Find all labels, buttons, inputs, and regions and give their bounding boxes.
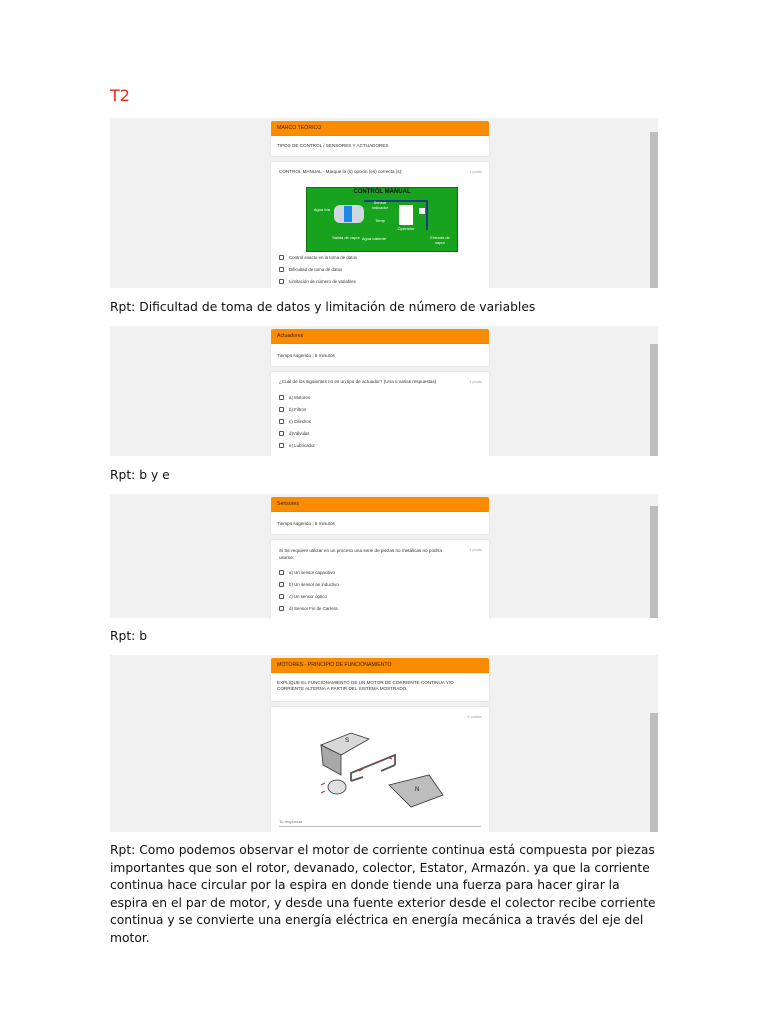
label-salida: Salida de vapor — [332, 235, 360, 240]
option[interactable] — [279, 582, 339, 587]
question-text: CONTROL MANUAL - Marque la (s) opción (es) correcta (s): — [279, 169, 403, 174]
question-card — [271, 162, 489, 288]
question-text: Si Se requiere utilizar en un proceso una serie de piezas no metálicas no podría usarse: — [279, 548, 442, 560]
screenshot-control-manual — [110, 118, 658, 288]
points-label: 1 punto — [469, 548, 482, 552]
section-header: MOTORES - PRINCIPIO DE FUNCIONAMIENTO — [271, 658, 489, 673]
checkbox[interactable] — [279, 255, 284, 260]
label-sensor: Sensor indicador — [371, 200, 389, 210]
page-title: T2 — [110, 86, 130, 105]
option-label: a) Motores — [289, 395, 310, 400]
checkbox[interactable] — [279, 594, 284, 599]
dc-motor-diagram — [311, 725, 451, 810]
answer-2: Rpt: b y e — [110, 468, 170, 482]
checkbox[interactable] — [279, 570, 284, 575]
answer-4: Rpt: Como podemos observar el motor de corriente continua está compuesta por piezas importantes que son el rotor, devanado, colector, Estator, Armazón. ya que la corriente continua hace circular por la espira en donde tiende una fuerza para hacer girar la espira en el par de motor, y desde una fuente exterior desde el colector recibe corriente continua y se convierte una energía eléctrica en energía mecánica a través del eje del motor. — [110, 843, 656, 945]
option[interactable] — [279, 279, 356, 284]
pole-s-label: S — [345, 738, 350, 744]
option-label: c) Cilindros — [289, 419, 311, 424]
label-agua-caliente: Agua caliente — [361, 236, 387, 241]
answer-3: Rpt: b — [110, 629, 148, 643]
label-temp: Temp — [375, 218, 385, 223]
scrollbar — [650, 713, 658, 832]
checkbox[interactable] — [279, 395, 284, 400]
response-input[interactable]: Tu respuesta — [279, 819, 303, 824]
section-card — [271, 344, 489, 366]
option[interactable] — [279, 606, 338, 611]
section-subtitle: EXPLIQUE EL FUNCIONAMIENTO DE UN MOTOR DE CORRIENTE CONTINUA Y/O CORRIENTE ALTERNA A PARTIR DEL SISTEMA MOSTRADO. — [277, 680, 454, 691]
option-label: a) Un sensor capacitivo — [289, 570, 335, 575]
screenshot-sensores — [110, 494, 658, 618]
section-subtitle: Tiempo sugerido : 5 minutos — [277, 353, 335, 358]
question-card — [271, 540, 489, 618]
section-card — [271, 512, 489, 534]
valve-icon — [419, 208, 425, 214]
option[interactable] — [279, 443, 315, 448]
section-subtitle: Tiempo sugerido : 5 minutos — [277, 521, 335, 526]
option-label: Control exacto en la toma de datos — [289, 255, 358, 260]
option[interactable] — [279, 570, 335, 575]
option[interactable] — [279, 407, 306, 412]
scrollbar — [650, 132, 658, 288]
option-label: b) Un sensor an inductivo — [289, 582, 339, 587]
screenshot-motores — [110, 655, 658, 832]
option-label: d) Sensor Fin de Carrera — [289, 606, 338, 611]
points-label: 1 punto — [469, 380, 482, 384]
section-header: Actuadores — [271, 329, 489, 344]
pole-n-label: N — [415, 787, 420, 793]
checkbox[interactable] — [279, 407, 284, 412]
section-subtitle: TIPOS DE CONTROL / SENSORES Y ACTUADORES — [277, 143, 389, 148]
option-label: e) Lubricador — [289, 443, 315, 448]
option[interactable] — [279, 267, 342, 272]
section-card — [271, 673, 489, 701]
points-label: 1 punto — [469, 170, 482, 174]
response-underline — [279, 826, 481, 827]
screenshot-actuadores — [110, 326, 658, 456]
question-card — [271, 372, 489, 456]
section-header: MARCO TEÓRICO — [271, 121, 489, 136]
option-label: d)Válvulas — [289, 431, 310, 436]
section-card — [271, 136, 489, 156]
label-agua-fria: Agua fría — [313, 207, 331, 212]
scrollbar — [650, 506, 658, 618]
section-header: Sensores — [271, 497, 489, 512]
armature-coil — [351, 755, 395, 781]
option[interactable] — [279, 594, 327, 599]
checkbox[interactable] — [279, 419, 284, 424]
option[interactable] — [279, 395, 310, 400]
question-card — [271, 707, 489, 832]
label-operador: Operador — [397, 226, 415, 231]
scrollbar — [650, 344, 658, 456]
commutator-icon — [328, 780, 346, 794]
question-text: ¿Cuál de los siguientes no es un tipo de actuador? (Una o varias respuestas) — [279, 379, 437, 384]
option[interactable] — [279, 255, 357, 260]
option-label: Dificultad de toma de datos — [289, 267, 343, 272]
coil-icon — [344, 206, 352, 222]
option[interactable] — [279, 431, 310, 436]
option-label: Limitación de número de variables — [289, 279, 356, 284]
control-manual-diagram — [306, 187, 458, 252]
checkbox[interactable] — [279, 267, 284, 272]
option-label: c) Un sensor óptico — [289, 594, 327, 599]
checkbox[interactable] — [279, 279, 284, 284]
answer-1: Rpt: Dificultad de toma de datos y limitación de número de variables — [110, 300, 536, 314]
checkbox[interactable] — [279, 606, 284, 611]
checkbox[interactable] — [279, 443, 284, 448]
pipe-icon — [426, 200, 428, 230]
checkbox[interactable] — [279, 582, 284, 587]
diagram-title: CONTROL MANUAL — [353, 189, 411, 195]
label-entrada: Entrada de vapor — [430, 235, 450, 245]
option-label: b) Filtros — [289, 407, 307, 412]
points-label: 5 puntos — [467, 715, 482, 719]
operator-icon — [399, 205, 413, 225]
option[interactable] — [279, 419, 311, 424]
checkbox[interactable] — [279, 431, 284, 436]
